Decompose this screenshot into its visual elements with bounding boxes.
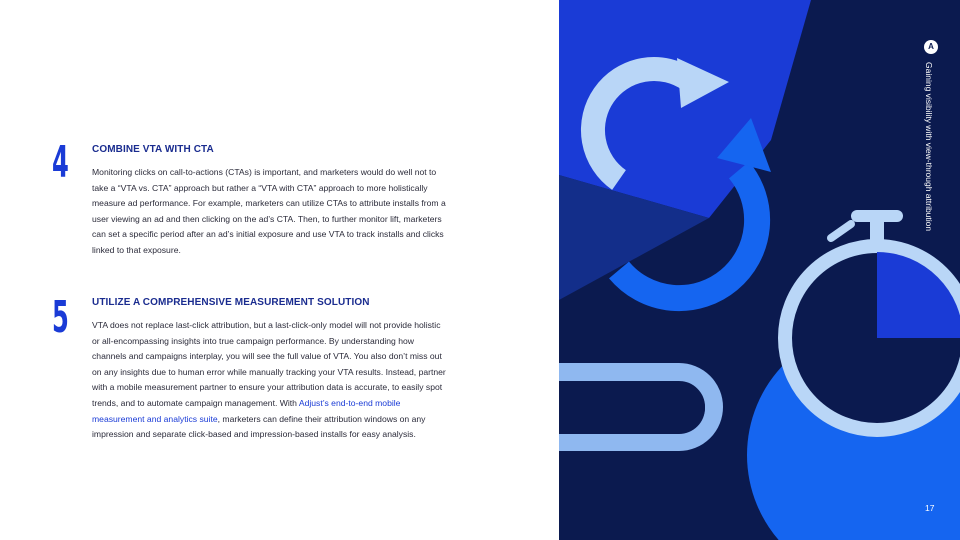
section-heading-4: COMBINE VTA WITH CTA (92, 144, 214, 155)
document-title-vertical: Gaining visibility with view-through attribution (924, 62, 934, 232)
section-body-4: Monitoring clicks on call-to-actions (CTAs) is important, and marketers would do well not to take a “VTA vs. CTA” approach but rather a “VTA with CTA” approach to more holistically measure ad performance. For example, marketers can utilize CTAs to attribute installs from a user viewing an ad and then clicking on the ad’s CTA. Then, to further monitor lift, marketers can set a specific period after an ad’s initial exposure and use VTA to track installs and clicks linked to that exposure. (92, 167, 446, 255)
section-body-5 (92, 318, 448, 443)
illustration-panel (559, 0, 960, 540)
section-body-5-text-b: , marketers can define their attribution windows on any impression and separate click-based and impression-based installs for easy analysis. (92, 413, 426, 440)
adjust-analytics-link[interactable]: Adjust’s end-to-end mobile measurement and analytics suite (92, 397, 401, 424)
section-number-4: 4 (52, 137, 69, 188)
section-heading-5: UTILIZE A COMPREHENSIVE MEASUREMENT SOLUTION (92, 297, 370, 308)
page-number: 17 (925, 503, 935, 513)
section-number-5: 5 (52, 292, 69, 343)
adjust-logo-icon: A (924, 40, 938, 54)
section-body-5-text-a: VTA does not replace last-click attribution, but a last-click-only model will not provide holistic or all-encompassing insights into true campaign performance. By understanding how channels and campaigns interplay, you will see the full value of VTA. You also don’t miss out on any insights due to human error while manually tracking your VTA results. Instead, partner with a mobile measurement partner to ensure your attribution data is accurate, to easily spot trends, and to automate campaign management. With (92, 320, 446, 408)
stopwatch-refresh-illustration (559, 0, 960, 540)
